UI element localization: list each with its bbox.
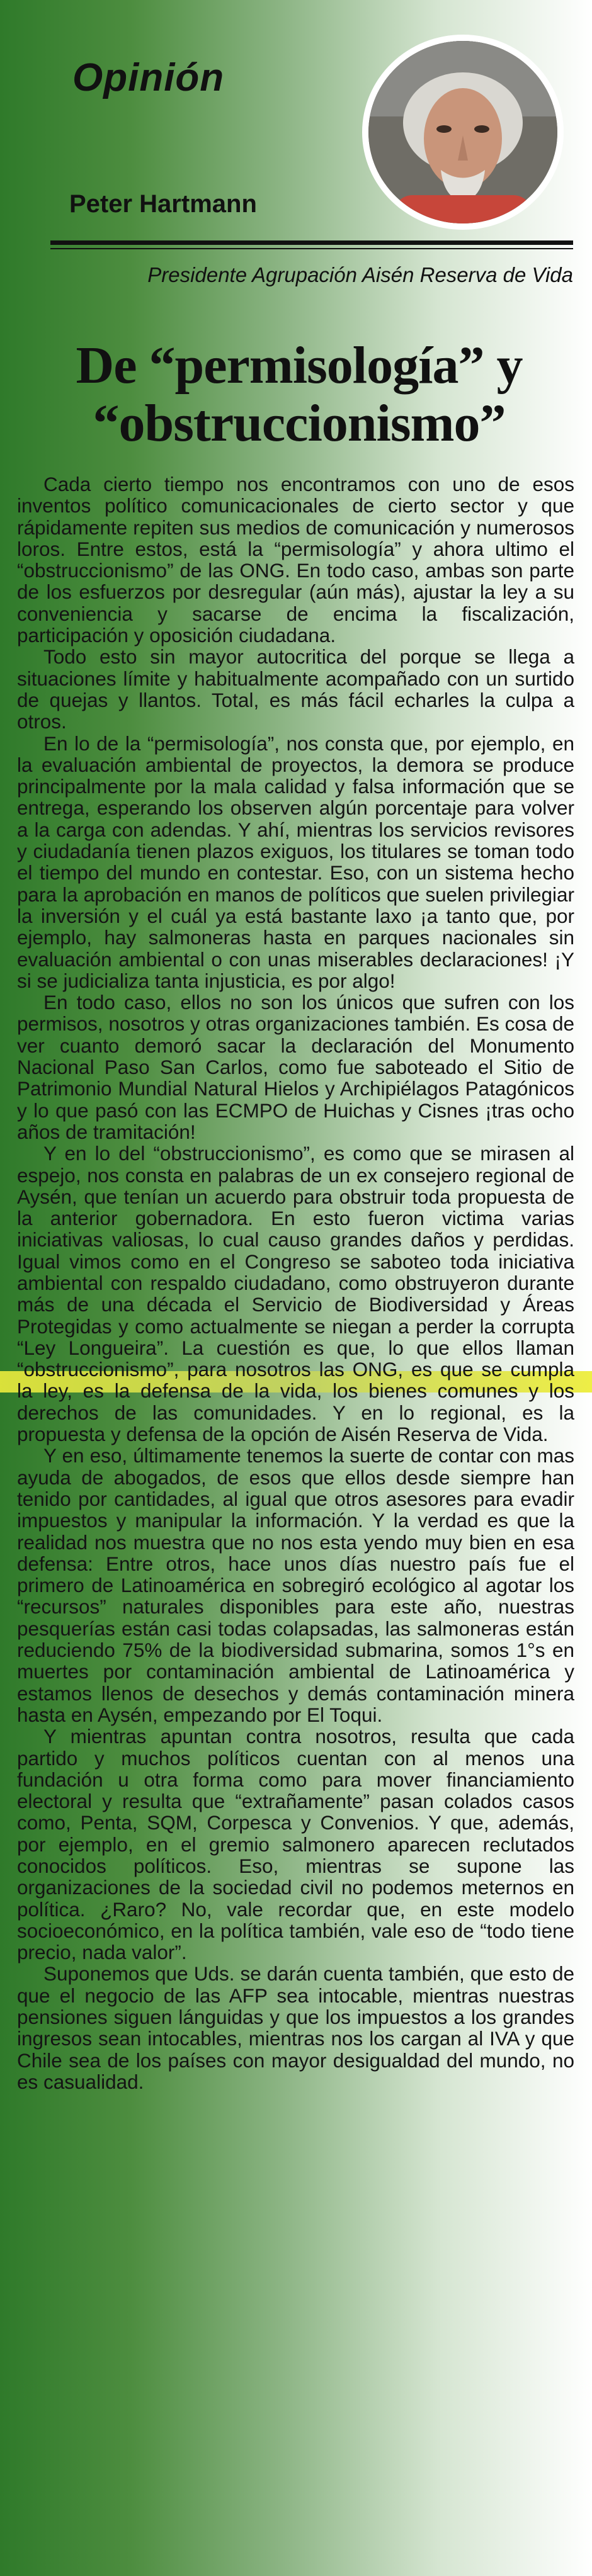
article-headline bbox=[25, 337, 573, 453]
author-photo bbox=[362, 35, 564, 230]
headline-line-1: De “permisología” y bbox=[76, 336, 523, 395]
paragraph: En lo de la “permisología”, nos consta que, por ejemplo, en la evaluación ambiental de proyectos, la demora se produce principalmente por la mala calidad y falsa información que se entrega, esperando los observen algún porcentaje para volver a la carga con adendas. Y ahí, mientras los servicios revisores y ciudadanía tienen plazos exiguos, los titulares se toman todo el tiempo del mundo en contestar. Eso, con un sistema hecho para la aprobación en manos de políticos que suelen privilegiar la inversión y el cuál ya está bastante laxo ¡a tanto que, por ejemplo, hay salmoneras hasta en parques nacionales sin evaluación ambiental o con unas miserables declaraciones! ¡Y si se judicializa tanta injusticia, es por algo! bbox=[17, 732, 574, 992]
paragraph: Todo esto sin mayor autocritica del porque se llega a situaciones límite y habitualmente acompañado con un surtido de quejas y llantos. Total, es más fácil echarles la culpa a otros. bbox=[17, 645, 574, 733]
header-divider-thin bbox=[50, 248, 573, 249]
author-portrait-image bbox=[368, 41, 557, 223]
paragraph: En todo caso, ellos no son los únicos que sufren con los permisos, nosotros y otras organizaciones también. Es cosa de ver cuanto demoró sacar la declaración del Monumento Nacional Paso San Carlos, como fue saboteado el Sitio de Patrimonio Mundial Natural Hielos y Archipiélagos Patagónicos y lo que pasó con las ECMPO de Huichas y Cisnes ¡tras ocho años de tramitación! bbox=[17, 991, 574, 1143]
section-label: Opinión bbox=[72, 56, 225, 99]
paragraph: Y mientras apuntan contra nosotros, resulta que cada partido y muchos políticos cuentan con al menos una fundación u otra forma como para mover financiamiento electoral y resulta que “extrañamente” pasan colados casos como, Penta, SQM, Corpesca y Convenios. Y que, además, por ejemplo, en el gremio salmonero aparecen reclutados conocidos políticos. Eso, mientras se supone las organizaciones de la sociedad civil no podemos meternos en política. ¿Raro? No, vale recordar que, en este modelo socioeconómico, en la política también, vale eso de “todo tiene precio, nada valor”. bbox=[17, 1725, 574, 1964]
paragraph: Y en lo del “obstruccionismo”, es como que se mirasen al espejo, nos consta en palabras de un ex consejero regional de Aysén, que tenían un acuerdo para obstruir toda propuesta de la anterior gobernadora. En esto fueron victima varias iniciativas valiosas, lo cual causo grandes daños y perdidas. Igual vimos como en el Congreso se saboteo toda iniciativa ambiental con respaldo ciudadano, como obstruyeron durante más de una década el Servicio de Biodiversidad y Áreas Protegidas y como actualmente se niegan a perder la corrupta “Ley Longueira”. La cuestión es que, lo que ellos llaman “obstruccionismo”, para nosotros las ONG, es que se cumpla la ley, es la defensa de la vida, los bienes comunes y los derechos de las comunidades. Y en lo regional, es la propuesta y defensa de la opción de Aisén Reserva de Vida. bbox=[17, 1142, 574, 1446]
headline-line-2: “obstruccionismo” bbox=[93, 394, 506, 453]
author-role: Presidente Agrupación Aisén Reserva de Vida bbox=[147, 263, 573, 286]
paragraph: Cada cierto tiempo nos encontramos con uno de esos inventos político comunicacionales de cierto sector y que rápidamente repiten sus medios de comunicación y numerosos loros. Entre estos, está la “permisología” y ahora ultimo el “obstruccionismo” de las ONG. En todo caso, ambas son parte de los esfuerzos por desregular (aún más), ajustar la ley a su conveniencia y sacarse de encima la fiscalización, participación y oposición ciudadana. bbox=[17, 473, 574, 647]
paragraph: Y en eso, últimamente tenemos la suerte de contar con mas ayuda de abogados, de esos que ellos desde siempre han tenido por cantidades, al igual que otros asesores para evadir impuestos y manipular la información. Y la verdad es que la realidad nos muestra que no nos esta yendo muy bien en esa defensa: Entre otros, hace unos días nuestro país fue el primero de Latinoamérica en sobregiró ecológico al agotar los “recursos” naturales disponibles para este año, nuestras pesquerías están casi todas colapsadas, las salmoneras están reduciendo 75% de la biodiversidad submarina, somos 1°s en muertes por contaminación ambiental de Latinoamérica y estamos llenos de desechos y demás contaminación minera hasta en Aysén, empezando por El Toqui. bbox=[17, 1444, 574, 1726]
paragraph: Suponemos que Uds. se darán cuenta también, que esto de que el negocio de las AFP sea intocable, mientras nuestras pensiones siguen lánguidas y que los impuestos a los grandes ingresos sean intocables, mientras nos los cargan al IVA y que Chile sea de los países con mayor desigualdad del mundo, no es casualidad. bbox=[17, 1962, 574, 2093]
header-divider bbox=[50, 240, 573, 245]
article-body bbox=[17, 473, 574, 2093]
author-name: Peter Hartmann bbox=[69, 190, 257, 218]
